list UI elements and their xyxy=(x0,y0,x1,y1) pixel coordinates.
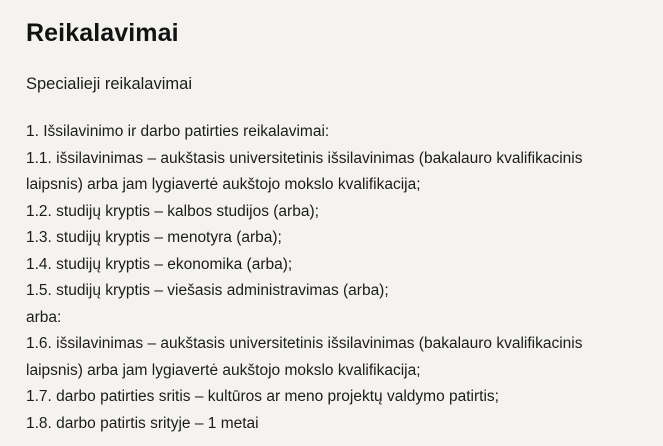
list-item: arba: xyxy=(26,308,62,326)
list-item: 1.3. studijų kryptis – menotyra (arba); xyxy=(26,229,282,247)
list-item: 1.1. išsilavinimas – aukštasis universitetinis išsilavinimas (bakalauro kvalifikacinis laipsnis) arba jam lygiavertė aukštojo mokslo kvalifikacija; xyxy=(26,149,587,194)
list-item: 1.7. darbo patirties sritis – kultūros ar meno projektų valdymo patirtis; xyxy=(26,388,499,406)
list-item: 1.8. darbo patirtis srityje – 1 metai xyxy=(26,414,259,432)
page-title: Reikalavimai xyxy=(26,19,179,47)
section-subtitle: Specialieji reikalavimai xyxy=(26,75,192,93)
list-item: 1.4. studijų kryptis – ekonomika (arba); xyxy=(26,255,293,273)
list-item: 1. Išsilavinimo ir darbo patirties reikalavimai: xyxy=(26,123,330,141)
requirements-list xyxy=(26,119,637,437)
list-item: 1.5. studijų kryptis – viešasis administravimas (arba); xyxy=(26,282,389,300)
list-item: 1.6. išsilavinimas – aukštasis universitetinis išsilavinimas (bakalauro kvalifikacinis laipsnis) arba jam lygiavertė aukštojo mokslo kvalifikacija; xyxy=(26,335,587,379)
list-item: 1.2. studijų kryptis – kalbos studijos (arba); xyxy=(26,202,319,220)
